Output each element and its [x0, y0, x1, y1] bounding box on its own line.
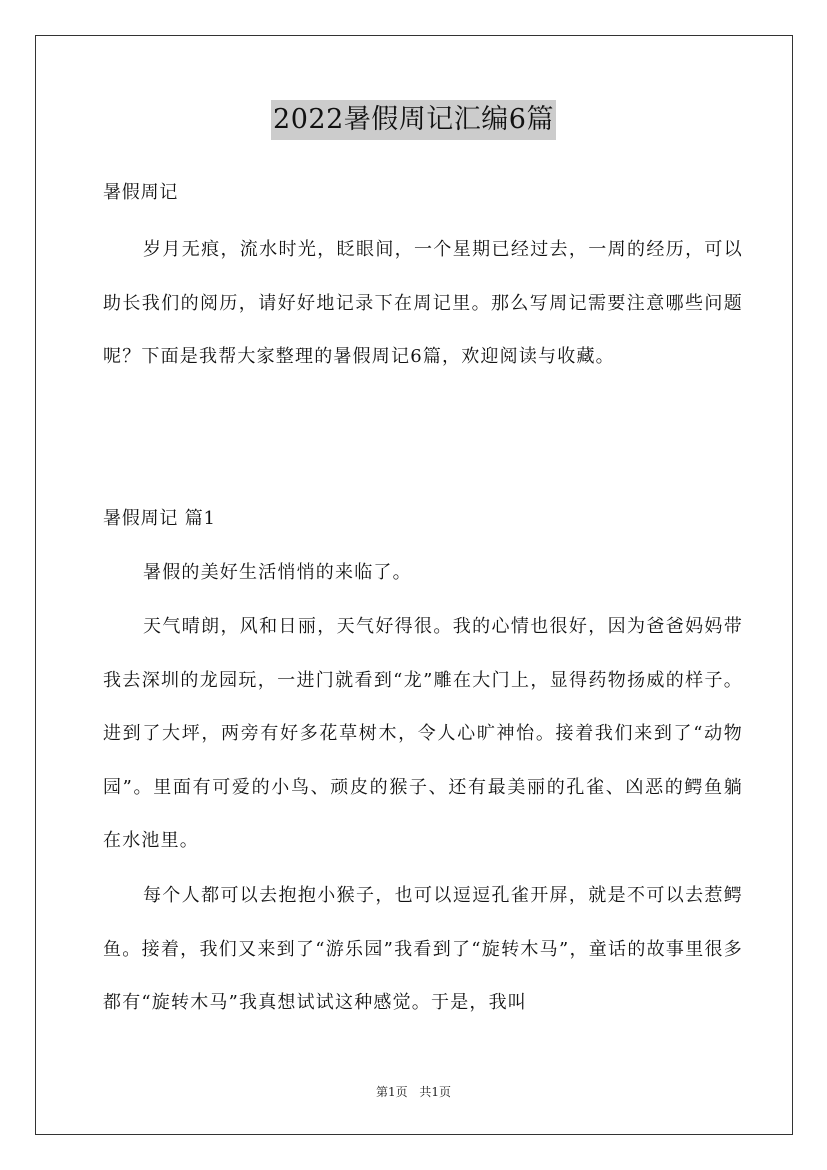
page-footer	[0, 1084, 827, 1100]
page-number: 第1页	[375, 1085, 408, 1099]
body-paragraph-2: 天气晴朗，风和日丽，天气好得很。我的心情也很好，因为爸爸妈妈带我去深圳的龙园玩，一进门就看到“龙”雕在大门上，显得药物扬威的样子。进到了大坪，两旁有好多花草树木，令人心旷神怡。接着我们来到了“动物园”。里面有可爱的小鸟、顽皮的猴子、还有最美丽的孔雀、凶恶的鳄鱼躺在水池里。	[103, 616, 743, 851]
body-paragraph-1: 暑假的美好生活悄悄的来临了。	[143, 562, 412, 583]
section-label: 暑假周记	[103, 182, 179, 203]
document-title: 2022暑假周记汇编6篇	[271, 100, 556, 140]
title-container	[0, 100, 827, 140]
intro-paragraph: 岁月无痕，流水时光，眨眼间，一个星期已经过去，一周的经历，可以助长我们的阅历，请好好地记录下在周记里。那么写周记需要注意哪些问题呢？下面是我帮大家整理的暑假周记6篇，欢迎阅读与收藏。	[103, 239, 743, 367]
page-total: 共1页	[419, 1085, 452, 1099]
body-paragraph-3: 每个人都可以去抱抱小猴子，也可以逗逗孔雀开屏，就是不可以去惹鳄鱼。接着，我们又来到了“游乐园”我看到了“旋转木马”，童话的故事里很多都有“旋转木马”我真想试试这种感觉。于是，我叫	[103, 885, 743, 1013]
article-heading: 暑假周记 篇1	[103, 508, 216, 529]
